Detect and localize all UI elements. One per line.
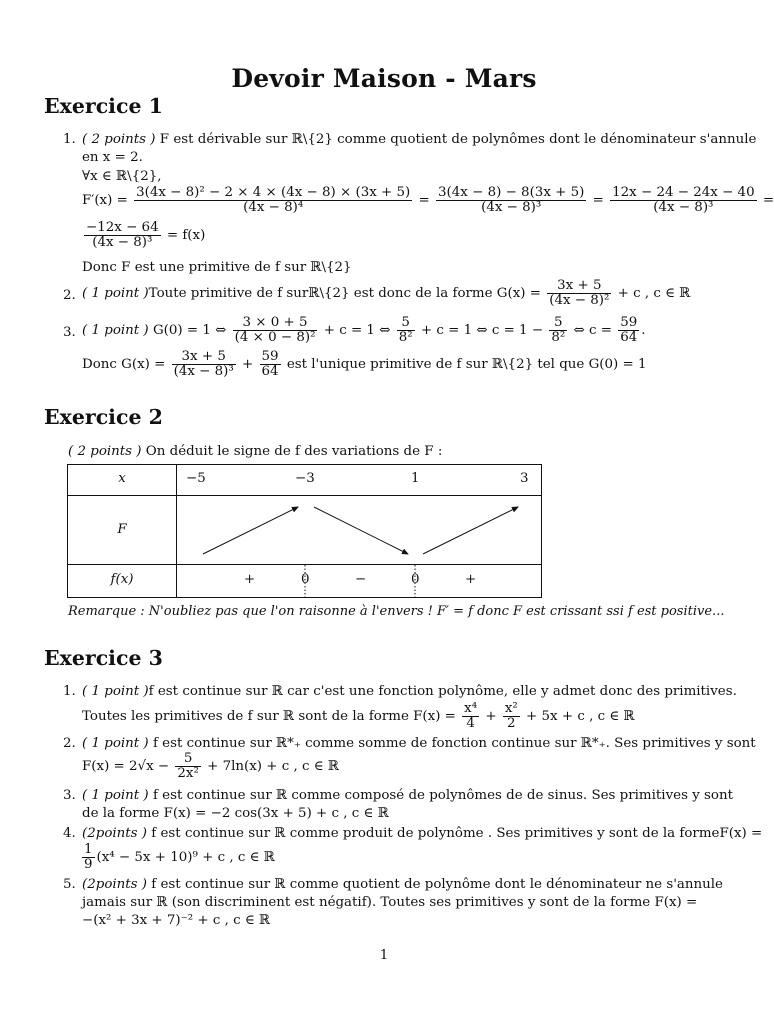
exercise-3-heading: Exercice 3 [44,646,163,670]
ex1-q1-conclusion: Donc F est une primitive de f sur ℝ\{2} [82,260,352,275]
x-value: 1 [411,471,420,486]
ex1-q3-line2: Donc G(x) = $\frac{3x + 5}{\text{(4x − 8)³}}$ + $\frac{59}{64}$ est l'unique primitive de f sur ℝ\{2} tel que G(0) = 1 [82,349,647,379]
ex3-q2-line1: ( 1 point ) f est continue sur ℝ*₊ comme somme de fonction continue sur ℝ*₊. Ses primitives y sont [82,736,756,751]
exercise-2-heading: Exercice 2 [44,405,163,429]
page-number: 1 [379,948,389,963]
table-header-x: x [118,471,126,486]
fraction: $\frac{59}{64}$ [620,315,638,345]
fraction: $\frac{\text{3(4x − 8)² − 2 × 4 × (4x − 8) × (3x + 5)}}{\text{(4x − 8)⁴}}$ [136,185,411,215]
x-value: 3 [520,471,529,486]
table-header-F: F [117,522,127,537]
fraction: $\frac{5}{\text{2x²}}$ [177,751,199,781]
ex3-q5-number: 5. [63,877,76,892]
ex3-q3-number: 3. [63,788,76,803]
sign-cell: + [244,572,256,587]
arrow-up [203,507,298,554]
fraction: $\frac{5}{\text{8²}}$ [398,315,413,345]
ex3-q1-line2: Toutes les primitives de f sur ℝ sont de la forme F(x) = $\frac{\text{x⁴}}{4}$ + $\frac{\text{x²}}{2}$ + 5x + c , c ∈ ℝ [82,701,635,731]
fraction: $\frac{59}{64}$ [261,349,279,379]
fraction: $\frac{1}{9}$ [84,842,93,872]
fraction: $\frac{3 \times 0 + 5}{\text{(4 × 0 − 8)²}}$ [234,315,316,345]
ex3-q2-number: 2. [63,736,76,751]
fraction: $\frac{3(4x - 8) - 8(3x + 5)}{\text{(4x − 8)³}}$ [438,185,585,215]
fraction: $\frac{5}{\text{8²}}$ [551,315,566,345]
ex1-q1-forall: ∀x ∈ ℝ\{2}, [82,169,162,184]
fraction: $\frac{12x - 24 - 24x - 40}{\text{(4x − 8)³}}$ [612,185,755,215]
x-value: −5 [186,471,206,486]
ex1-q3-number: 3. [63,325,76,340]
page-title: Devoir Maison - Mars [231,64,537,93]
ex3-q4-line1: (2points ) f est continue sur ℝ comme produit de polynôme . Ses primitives y sont de la formeF(x) = [82,826,763,841]
fraction: $\frac{3x + 5}{\text{(4x − 8)³}}$ [173,349,234,379]
ex3-q4-number: 4. [63,826,76,841]
sign-cell: 0 [301,572,310,587]
ex3-q1-line1: ( 1 point )f est continue sur ℝ car c'est une fonction polynôme, elle y admet donc des primitives. [82,684,737,699]
ex3-q3-line2: de la forme F(x) = −2 cos(3x + 5) + c , c ∈ ℝ [82,806,389,821]
table-header-fx: f(x) [110,572,134,587]
ex1-q2-line: ( 1 point )Toute primitive de f surℝ\{2} est donc de la forme G(x) = $\frac{3x + 5}{\text{(4x − 8)²}}$ + c , c ∈ ℝ [82,278,691,308]
ex1-q2-number: 2. [63,288,76,303]
ex1-q1-number: 1. [63,132,76,147]
ex2-remark: Remarque : N'oubliez pas que l'on raisonne à l'envers ! F′ = f donc F est crissant ssi f est positive... [68,604,725,619]
ex3-q5-line2: jamais sur ℝ (son discriminent est négatif). Toutes ses primitives y sont de la forme F(x) = [82,895,698,910]
ex3-q5-line3: −(x² + 3x + 7)⁻² + c , c ∈ ℝ [82,913,271,928]
ex3-q3-line1: ( 1 point ) f est continue sur ℝ comme composé de polynômes de de sinus. Ses primitives y sont [82,788,733,803]
ex1-q1-line2: en x = 2. [82,150,143,165]
fraction: $\frac{-12x - 64}{\text{(4x − 8)³}}$ [86,220,159,250]
sign-cell: 0 [411,572,420,587]
x-value: −3 [295,471,315,486]
ex2-intro: ( 2 points ) On déduit le signe de f des variations de F : [68,444,443,459]
ex1-q1-result-line: $\frac{-12x - 64}{\text{(4x − 8)³}}$ = f(x) [86,220,206,250]
fraction: $\frac{\text{x⁴}}{4}$ [464,701,478,731]
sign-cell: − [355,572,367,587]
arrow-down [314,507,408,554]
ex3-q2-line2: F(x) = 2√x − $\frac{5}{\text{2x²}}$ + 7ln(x) + c , c ∈ ℝ [82,751,340,781]
ex1-q1-line1: ( 2 points ) F est dérivable sur ℝ\{2} comme quotient de polynômes dont le dénominateur s'annule [82,132,757,147]
ex1-q1-derivative-line: F′(x) = $\frac{\text{3(4x − 8)² − 2 × 4 × (4x − 8) × (3x + 5)}}{\text{(4x − 8)⁴}}$ = $\frac{3(4x - 8) - 8(3x + 5)}{\text{(4x − 8)³}}$ = $\frac{12x - 24 - 24x - 40}{\text{(4x − 8)³}}$ = [82,185,774,215]
sign-cell: + [465,572,477,587]
exercise-1-heading: Exercice 1 [44,94,163,118]
fraction: $\frac{\text{x²}}{2}$ [504,701,518,731]
ex3-q5-line1: (2points ) f est continue sur ℝ comme quotient de polynôme dont le dénominateur ne s'annule [82,877,723,892]
arrow-up [423,507,518,554]
ex3-q4-line2: $\frac{1}{9}$ (x⁴ − 5x + 10)⁹ + c , c ∈ ℝ [84,842,275,872]
fraction: $\frac{3x + 5}{\text{(4x − 8)²}}$ [549,278,610,308]
variation-table [67,464,542,598]
ex3-q1-number: 1. [63,684,76,699]
ex1-q3-line1: ( 1 point ) G(0) = 1 ⇔ $\frac{3 \times 0 + 5}{\text{(4 × 0 − 8)²}}$ + c = 1 ⇔ $\frac{5}{\text{8²}}$ + c = 1 ⇔ c = 1 − $\frac{5}{\text{8²}}$ ⇔ c = $\frac{59}{64}$ . [82,315,646,345]
